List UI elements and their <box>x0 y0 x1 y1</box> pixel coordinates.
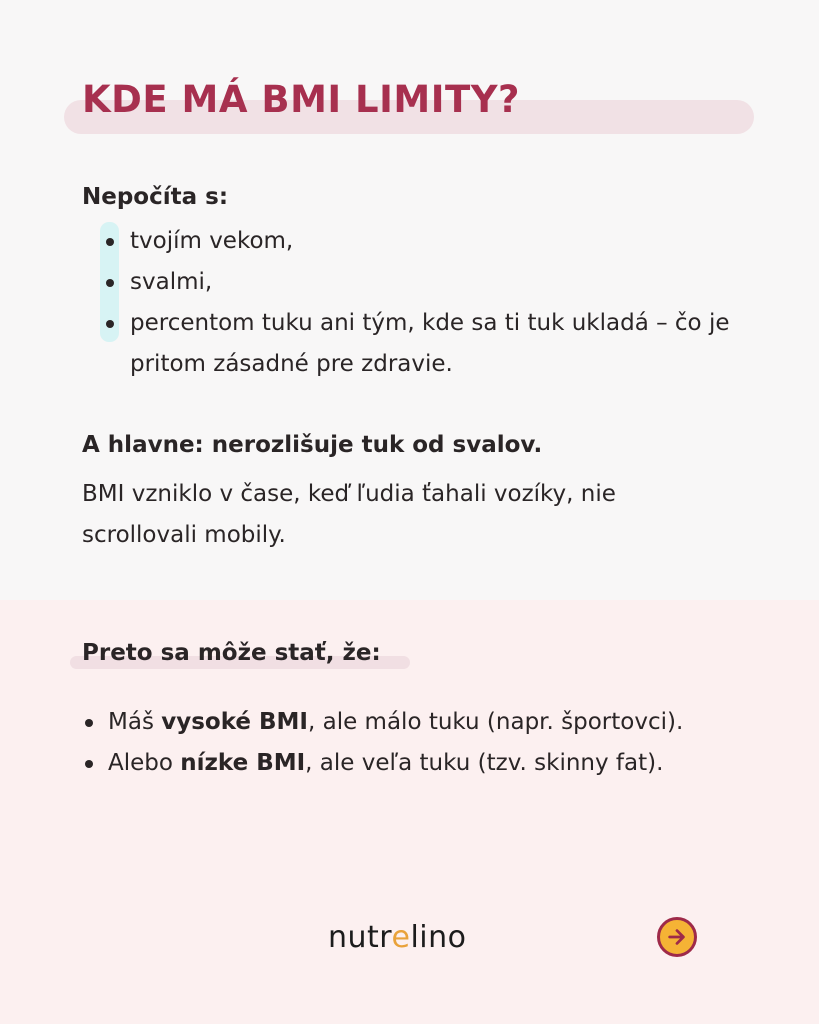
section1-list <box>130 221 750 385</box>
section3-heading: Preto sa môže stať, že: <box>82 640 381 666</box>
list-item: tvojím vekom, <box>130 221 750 262</box>
bullet-dot-icon <box>106 238 114 246</box>
bullet-dot-icon <box>85 719 93 727</box>
list-item: percentom tuku ani tým, kde sa ti tuk ukladá – čo je pritom zásadné pre zdravie. <box>130 303 750 385</box>
section1-heading: Nepočíta s: <box>82 184 229 210</box>
section2-heading: A hlavne: nerozlišuje tuk od svalov. <box>82 432 543 458</box>
list-item: svalmi, <box>130 262 750 303</box>
section3-list <box>108 702 728 784</box>
list-item: Máš vysoké BMI, ale málo tuku (napr. športovci). <box>108 702 728 743</box>
next-button[interactable] <box>657 917 697 957</box>
page-title: KDE MÁ BMI LIMITY? <box>82 78 520 121</box>
section2-text: BMI vzniklo v čase, keď ľudia ťahali vozíky, nie scrollovali mobily. <box>82 481 616 548</box>
list-item: Alebo nízke BMI, ale veľa tuku (tzv. skinny fat). <box>108 743 728 784</box>
arrow-right-icon <box>666 926 688 948</box>
bullet-dot-icon <box>106 320 114 328</box>
brand-logo: nutrelino <box>328 920 467 955</box>
bullet-dot-icon <box>85 760 93 768</box>
bullet-dot-icon <box>106 279 114 287</box>
